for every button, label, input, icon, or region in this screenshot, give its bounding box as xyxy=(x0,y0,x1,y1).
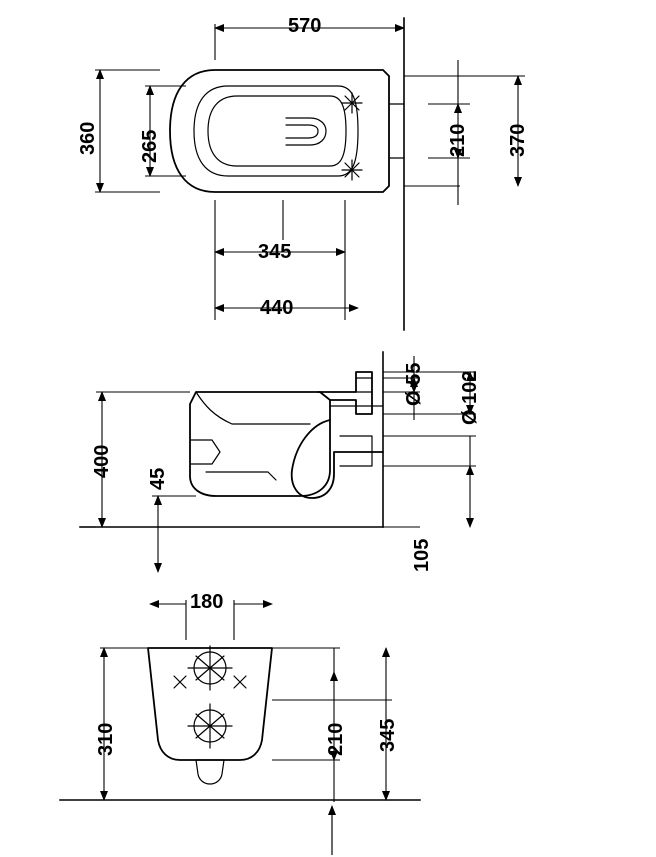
dim-label-front-210: 210 xyxy=(325,722,347,756)
dim-label-top-345: 345 xyxy=(258,241,292,263)
dim-label-front-180: 180 xyxy=(190,591,224,613)
dim-label-top-570: 570 xyxy=(288,15,322,37)
dim-label-side-400: 400 xyxy=(91,444,113,478)
dim-label-side-105: 105 xyxy=(411,538,433,572)
dim-label-top-370: 370 xyxy=(507,123,529,157)
dim-label-side-45: 45 xyxy=(147,467,169,490)
top-view-group xyxy=(95,15,525,330)
dim-label-side-d55: Ø 55 xyxy=(403,362,425,406)
dim-label-front-345: 345 xyxy=(377,718,399,752)
dim-label-side-d102: Ø 102 xyxy=(459,370,481,425)
dim-label-top-265: 265 xyxy=(139,129,161,163)
dim-label-top-440: 440 xyxy=(260,297,294,319)
dim-label-front-310: 310 xyxy=(95,722,117,756)
dim-label-top-210: 210 xyxy=(447,123,469,157)
dim-label-top-360: 360 xyxy=(77,121,99,155)
